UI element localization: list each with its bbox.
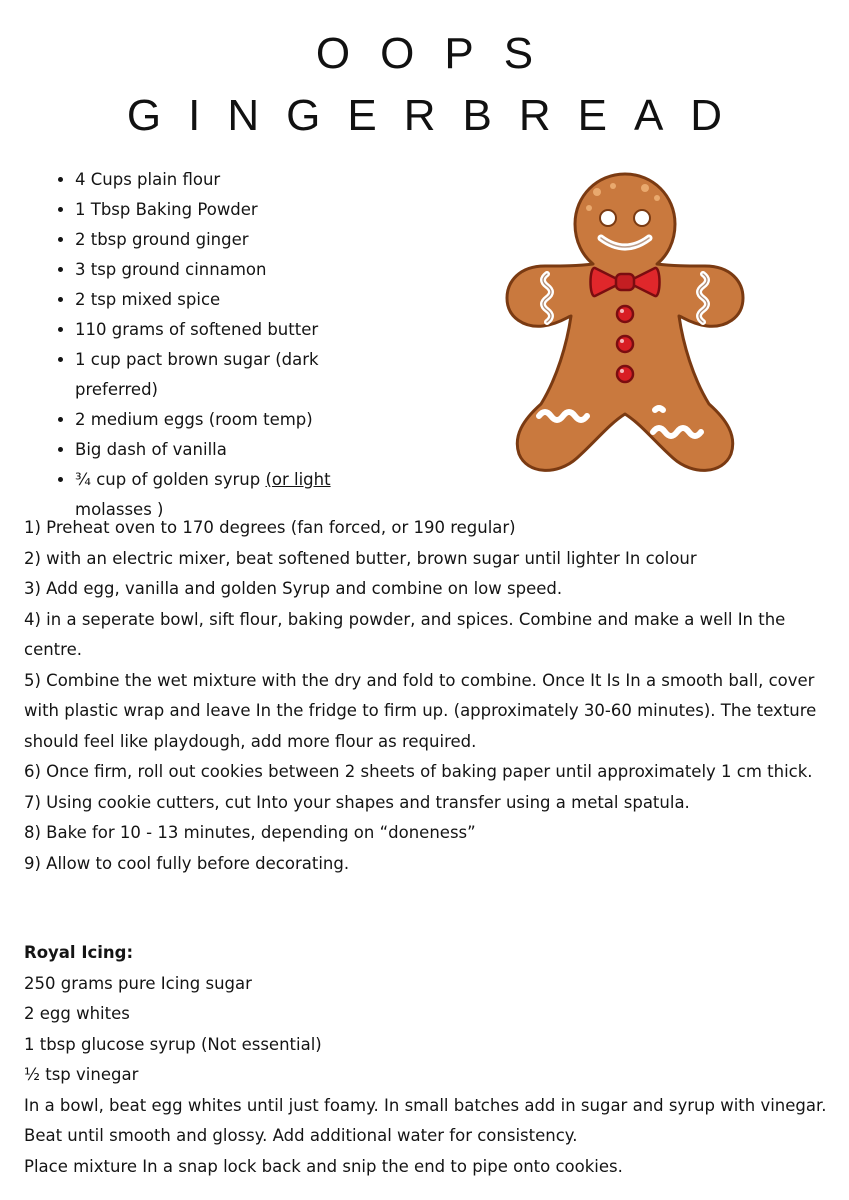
ingredient-item: • 110 grams of softened butter (75, 315, 385, 345)
ingredient-text: ¾ cup of golden syrup (75, 470, 266, 489)
ingredient-item: • 3 tsp ground cinnamon (75, 255, 385, 285)
method-step: 9) Allow to cool fully before decorating. (24, 853, 350, 873)
method-step: 5) Combine the wet mixture with the dry and fold to combine. Once It Is In a smooth ball, cover with plastic wrap and leave In the fridge to firm up. (approximately 30-60 minutes). The texture should feel like playdough, add more flour as required. (24, 670, 817, 751)
method-step: 7) Using cookie cutters, cut Into your shapes and transfer using a metal spatula. (24, 792, 690, 812)
icing-line: 250 grams pure Icing sugar (24, 973, 252, 993)
ingredient-underlined-text: (or light (265, 470, 331, 489)
royal-icing-section (24, 938, 836, 1182)
method-step: 3) Add egg, vanilla and golden Syrup and combine on low speed. (24, 579, 563, 598)
method-step: 2) with an electric mixer, beat softened butter, brown sugar until lighter In colour (24, 548, 697, 568)
method-step: 8) Bake for 10 - 13 minutes, depending on “doneness” (24, 823, 476, 842)
method-step: 4) in a seperate bowl, sift flour, baking powder, and spices. Combine and make a well In the centre. (24, 609, 786, 659)
icing-line: In a bowl, beat egg whites until just foamy. In small batches add in sugar and syrup with vinegar. Beat until smooth and glossy. Add additional water for consistency. (24, 1095, 827, 1145)
title-line-2: GINGERBREAD (126, 91, 750, 140)
method-step: 6) Once firm, roll out cookies between 2 sheets of baking paper until approximately 1 cm thick. (24, 762, 813, 781)
ingredient-text-suffix: molasses ) (75, 500, 164, 519)
icing-line: 2 egg whites (24, 1004, 130, 1023)
ingredient-item: • Big dash of vanilla (75, 435, 385, 465)
ingredients-list (48, 165, 385, 525)
method-step: 1) Preheat oven to 170 degrees (fan forced, or 190 regular) (24, 518, 516, 537)
icing-line: 1 tbsp glucose syrup (Not essential) (24, 1034, 322, 1054)
ingredient-item: • 1 Tbsp Baking Powder (75, 195, 385, 225)
method-steps (24, 513, 836, 879)
royal-icing-heading: Royal Icing: (24, 943, 134, 962)
icing-line: ½ tsp vinegar (24, 1065, 139, 1084)
icing-line: Place mixture In a snap lock back and snip the end to pipe onto cookies. (24, 1156, 623, 1176)
title-line-1: OOPS (315, 29, 564, 78)
gingerbread-man-icon (505, 168, 745, 480)
ingredient-item: • 1 cup pact brown sugar (dark preferred) (75, 345, 385, 405)
ingredient-item: • 2 tbsp ground ginger (75, 225, 385, 255)
ingredient-item: • 2 tsp mixed spice (75, 285, 385, 315)
ingredient-item: • 2 medium eggs (room temp) (75, 405, 385, 435)
ingredient-item: • 4 Cups plain flour (75, 165, 385, 195)
